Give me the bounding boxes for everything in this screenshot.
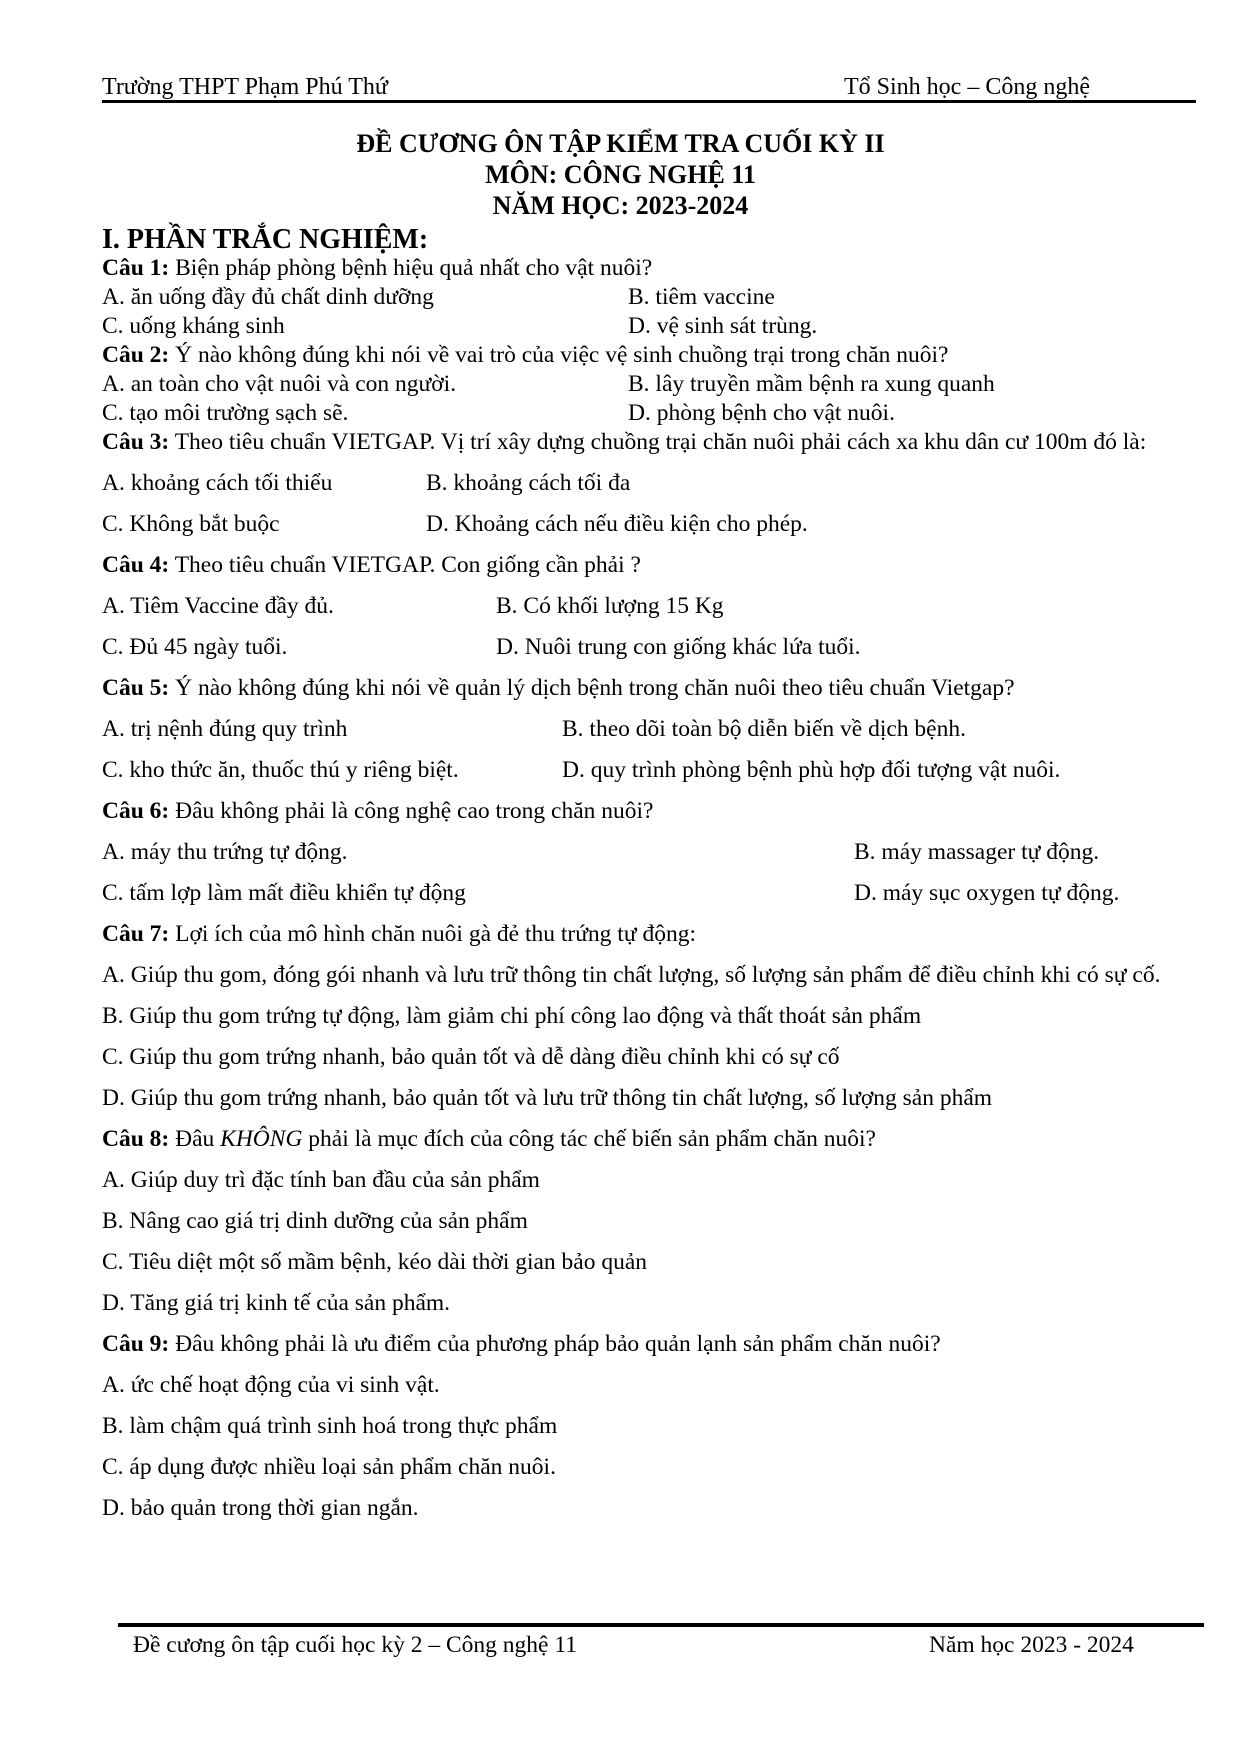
option-row (102, 312, 1162, 341)
option-d: D. bảo quản trong thời gian ngắn. (102, 1495, 419, 1521)
question-text-emphasis: KHÔNG (220, 1126, 303, 1152)
option-c: C. áp dụng được nhiều loại sản phẩm chăn nuôi. (102, 1454, 556, 1480)
question-text: Ý nào không đúng khi nói về quản lý dịch bệnh trong chăn nuôi theo tiêu chuẩn Vietgap? (169, 675, 1015, 701)
option-b: B. Có khối lượng 15 Kg (496, 593, 724, 619)
option-d: D. phòng bệnh cho vật nuôi. (628, 400, 895, 426)
option-c: C. tấm lợp làm mất điều khiển tự động (102, 880, 466, 906)
option-d: D. máy sục oxygen tự động. (854, 880, 1120, 906)
question-label: Câu 9: (102, 1331, 170, 1357)
question-8 (102, 1125, 1162, 1154)
section-heading: I. PHẦN TRẮC NGHIỆM: (102, 224, 429, 255)
option-a: A. ăn uống đầy đủ chất dinh dưỡng (102, 284, 434, 310)
option-row (102, 756, 1162, 785)
question-label: Câu 4: (102, 552, 170, 578)
question-2 (102, 341, 1162, 370)
option-a: A. an toàn cho vật nuôi và con người. (102, 371, 457, 397)
question-label: Câu 7: (102, 921, 170, 947)
question-text: Biện pháp phòng bệnh hiệu quả nhất cho vật nuôi? (169, 255, 653, 281)
question-text: Đâu không phải là ưu điểm của phương pháp bảo quản lạnh sản phẩm chăn nuôi? (169, 1331, 941, 1357)
option-c: C. Không bắt buộc (102, 511, 280, 537)
option-d: D. Giúp thu gom trứng nhanh, bảo quản tốt và lưu trữ thông tin chất lượng, số lượng sản phẩm (102, 1085, 993, 1111)
option-a: A. máy thu trứng tự động. (102, 839, 348, 865)
page-footer (133, 1632, 1193, 1659)
option-row (102, 469, 1162, 498)
option-a: A. Giúp duy trì đặc tính ban đầu của sản phẩm (102, 1167, 540, 1193)
document-title (0, 128, 1241, 221)
question-label: Câu 8: (102, 1126, 170, 1152)
question-list (102, 254, 1162, 1523)
question-text-pre: Đâu (169, 1126, 221, 1152)
option-row (102, 838, 1162, 867)
option-d: D. Khoảng cách nếu điều kiện cho phép. (426, 511, 808, 537)
option-d: D. vệ sinh sát trùng. (628, 313, 818, 339)
question-label: Câu 6: (102, 798, 170, 824)
option-row (102, 370, 1162, 399)
option-b: B. Nâng cao giá trị dinh dưỡng của sản phẩm (102, 1208, 528, 1234)
option-b: B. làm chậm quá trình sinh hoá trong thực phẩm (102, 1413, 558, 1439)
option-row (102, 715, 1162, 744)
option-c: C. Tiêu diệt một số mầm bệnh, kéo dài thời gian bảo quản (102, 1249, 648, 1275)
option-d: D. Tăng giá trị kinh tế của sản phẩm. (102, 1290, 451, 1316)
question-1 (102, 254, 1162, 283)
option-row (102, 399, 1162, 428)
option-a: A. ức chế hoạt động của vi sinh vật. (102, 1372, 440, 1398)
question-text: Theo tiêu chuẩn VIETGAP. Vị trí xây dựng chuồng trại chăn nuôi phải cách xa khu dân cư 100m đó là: (169, 429, 1147, 455)
question-label: Câu 3: (102, 429, 170, 455)
question-4 (102, 551, 1162, 580)
option-row (102, 633, 1162, 662)
option-row (102, 283, 1162, 312)
footer-left: Đề cương ôn tập cuối học kỳ 2 – Công nghệ 11 (133, 1632, 577, 1658)
option-b: B. tiêm vaccine (628, 284, 775, 310)
question-text: Theo tiêu chuẩn VIETGAP. Con giống cần phải ? (169, 552, 641, 578)
footer-right: Năm học 2023 - 2024 (929, 1632, 1134, 1658)
question-label: Câu 2: (102, 342, 170, 368)
option-a: A. khoảng cách tối thiểu (102, 470, 333, 496)
question-3 (102, 428, 1162, 457)
question-text: Đâu không phải là công nghệ cao trong chăn nuôi? (169, 798, 654, 824)
option-a: A. trị nệnh đúng quy trình (102, 716, 348, 742)
title-line-1: ĐỀ CƯƠNG ÔN TẬP KIỂM TRA CUỐI KỲ II (356, 129, 885, 158)
option-a: A. Giúp thu gom, đóng gói nhanh và lưu trữ thông tin chất lượng, số lượng sản phẩm để điều chỉnh khi có sự cố. (102, 962, 1161, 988)
question-7 (102, 920, 1162, 949)
option-b: B. theo dõi toàn bộ diễn biến về dịch bệnh. (562, 716, 966, 742)
question-text-post: phải là mục đích của công tác chế biến sản phẩm chăn nuôi? (302, 1126, 876, 1152)
department-name: Tổ Sinh học – Công nghệ (844, 74, 1090, 100)
question-text: Lợi ích của mô hình chăn nuôi gà đẻ thu trứng tự động: (169, 921, 696, 947)
option-d: D. quy trình phòng bệnh phù hợp đối tượng vật nuôi. (562, 757, 1061, 783)
title-line-3: NĂM HỌC: 2023-2024 (492, 191, 749, 220)
question-label: Câu 1: (102, 255, 170, 281)
option-row (102, 879, 1162, 908)
option-c: C. Đủ 45 ngày tuổi. (102, 634, 288, 660)
option-b: B. Giúp thu gom trứng tự động, làm giảm chi phí công lao động và thất thoát sản phẩm (102, 1003, 922, 1029)
option-c: C. Giúp thu gom trứng nhanh, bảo quản tốt và dễ dàng điều chỉnh khi có sự cố (102, 1044, 840, 1070)
option-a: A. Tiêm Vaccine đầy đủ. (102, 593, 334, 619)
question-5 (102, 674, 1162, 703)
question-6 (102, 797, 1162, 826)
question-text: Ý nào không đúng khi nói về vai trò của việc vệ sinh chuồng trại trong chăn nuôi? (169, 342, 949, 368)
option-b: B. lây truyền mầm bệnh ra xung quanh (628, 371, 995, 397)
option-c: C. tạo môi trường sạch sẽ. (102, 400, 349, 426)
option-b: B. máy massager tự động. (854, 839, 1100, 865)
title-line-2: MÔN: CÔNG NGHỆ 11 (485, 160, 756, 189)
question-9 (102, 1330, 1162, 1359)
option-c: C. uống kháng sinh (102, 313, 285, 339)
option-c: C. kho thức ăn, thuốc thú y riêng biệt. (102, 757, 459, 783)
school-name: Trường THPT Phạm Phú Thứ (102, 74, 388, 100)
option-row (102, 592, 1162, 621)
option-row (102, 510, 1162, 539)
question-label: Câu 5: (102, 675, 170, 701)
option-b: B. khoảng cách tối đa (426, 470, 631, 496)
option-d: D. Nuôi trung con giống khác lứa tuổi. (496, 634, 861, 660)
header-divider (102, 100, 1196, 103)
footer-divider (118, 1623, 1204, 1627)
